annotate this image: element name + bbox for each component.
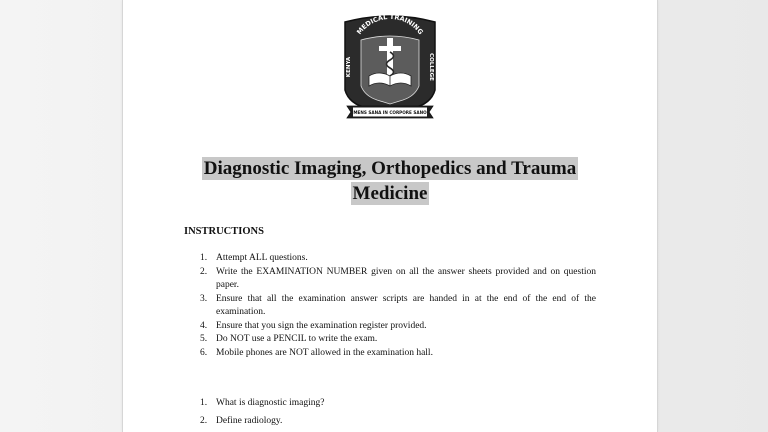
list-item — [184, 347, 596, 361]
list-item — [184, 252, 596, 266]
list-item — [184, 266, 596, 293]
item-number: 4. — [200, 320, 208, 331]
item-text: Ensure that you sign the examination register provided. — [216, 320, 427, 331]
item-text: Ensure that all the examination answer scripts are handed in at the end of the end of the examination. — [216, 293, 596, 317]
questions-list — [184, 397, 596, 432]
instructions-heading: INSTRUCTIONS — [184, 226, 264, 237]
item-text: Do NOT use a PENCIL to write the exam. — [216, 334, 378, 344]
logo-right-text: COLLEGE — [428, 53, 434, 81]
item-number: 5. — [200, 334, 208, 344]
question-item — [184, 397, 596, 411]
list-item — [184, 320, 596, 334]
item-text: Write the EXAMINATION NUMBER given on all the answer sheets provided and on question paper. — [216, 266, 596, 290]
question-item — [184, 415, 596, 429]
list-item — [184, 333, 596, 347]
college-crest-logo — [339, 12, 441, 130]
item-number: 2. — [200, 266, 208, 277]
document-title — [123, 156, 657, 206]
title-line-1: Diagnostic Imaging, Orthopedics and Trauma — [203, 158, 577, 179]
logo-top-text: MEDICAL TRAINING — [355, 12, 425, 37]
question-text: What is diagnostic imaging? — [216, 398, 325, 408]
list-item — [184, 293, 596, 320]
item-text: Attempt ALL questions. — [216, 253, 308, 263]
question-number: 2. — [200, 415, 208, 426]
instructions-list — [184, 252, 596, 360]
question-number: 1. — [200, 398, 208, 408]
item-text: Mobile phones are NOT allowed in the examination hall. — [216, 347, 433, 358]
document-page — [123, 0, 657, 432]
logo-left-text: KENYA — [346, 56, 352, 78]
logo-motto: MENS SANA IN CORPORE SANO — [353, 110, 427, 116]
item-number: 6. — [200, 347, 208, 358]
svg-text:KENYA — [346, 56, 352, 77]
item-number: 3. — [200, 293, 208, 304]
question-text: Define radiology. — [216, 415, 283, 426]
item-number: 1. — [200, 253, 208, 263]
title-line-2: Medicine — [352, 183, 428, 204]
svg-text:COLLEGE — [428, 53, 434, 81]
